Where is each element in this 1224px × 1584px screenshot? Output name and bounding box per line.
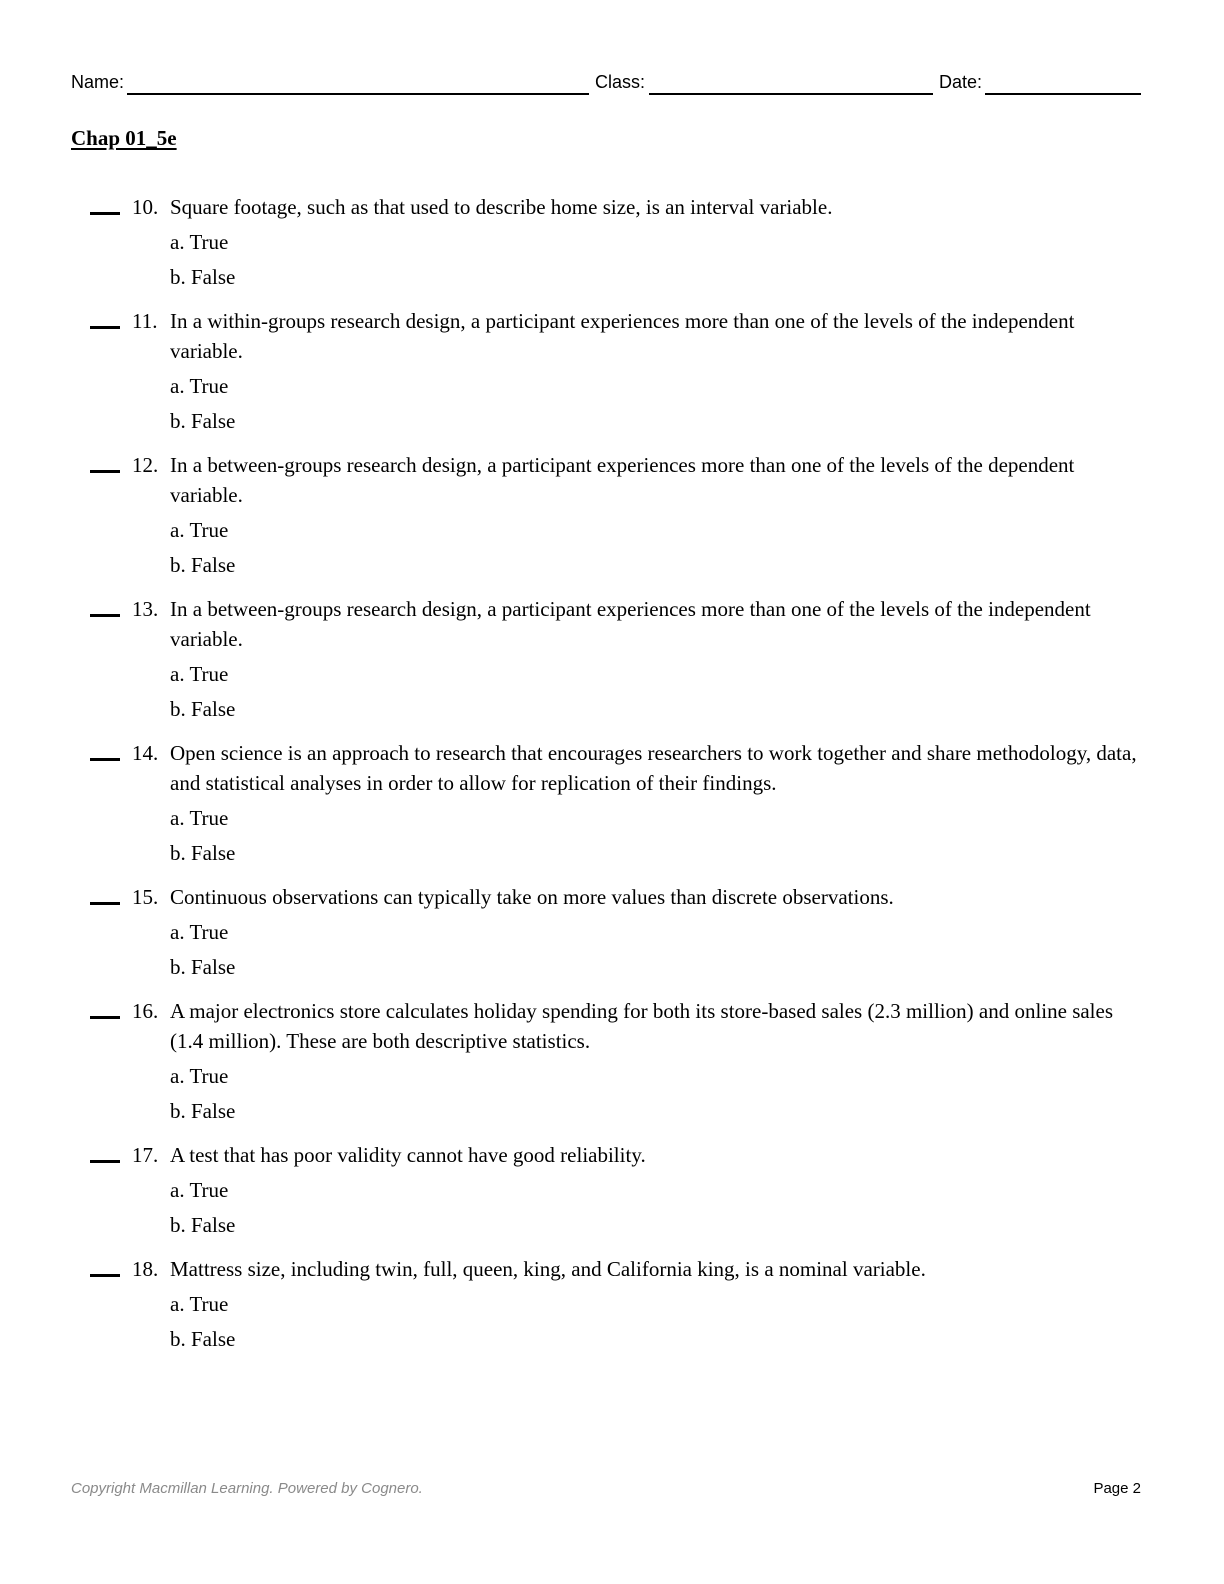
question-item bbox=[90, 306, 1150, 436]
answer-blank[interactable] bbox=[90, 1016, 120, 1019]
question-list bbox=[90, 192, 1150, 1368]
choice-false: b. False bbox=[170, 1099, 236, 1123]
question-text: In a between-groups research design, a participant experiences more than one of the levels of the dependent variable. bbox=[170, 453, 1075, 507]
copyright-text: Copyright Macmillan Learning. Powered by Cognero. bbox=[71, 1480, 423, 1497]
answer-blank[interactable] bbox=[90, 758, 120, 761]
choice-false: b. False bbox=[170, 265, 236, 289]
question-text: In a within-groups research design, a participant experiences more than one of the levels of the independent variable. bbox=[170, 309, 1075, 363]
date-blank-line bbox=[985, 93, 1141, 95]
question-item bbox=[90, 450, 1150, 580]
page-number: Page 2 bbox=[1093, 1480, 1141, 1497]
choice-false: b. False bbox=[170, 955, 236, 979]
question-number: 18. bbox=[132, 1257, 159, 1281]
question-text: Square footage, such as that used to describe home size, is an interval variable. bbox=[170, 195, 833, 219]
question-number: 17. bbox=[132, 1143, 159, 1167]
question-text: Continuous observations can typically take on more values than discrete observations. bbox=[170, 885, 894, 909]
choice-false: b. False bbox=[170, 1213, 236, 1237]
date-label: Date: bbox=[939, 72, 983, 92]
choice-true: a. True bbox=[170, 518, 229, 542]
choice-false: b. False bbox=[170, 409, 236, 433]
question-item bbox=[90, 738, 1150, 868]
name-blank-line bbox=[127, 93, 589, 95]
question-text: Open science is an approach to research that encourages researchers to work together and share methodology, data, and statistical analyses in order to allow for replication of their findings. bbox=[170, 741, 1137, 795]
question-item bbox=[90, 1254, 1150, 1354]
question-number: 12. bbox=[132, 453, 159, 477]
question-item bbox=[90, 192, 1150, 292]
header bbox=[71, 72, 1141, 98]
choice-false: b. False bbox=[170, 553, 236, 577]
question-item bbox=[90, 1140, 1150, 1240]
choice-true: a. True bbox=[170, 1292, 229, 1316]
answer-blank[interactable] bbox=[90, 470, 120, 473]
question-text: Mattress size, including twin, full, queen, king, and California king, is a nominal variable. bbox=[170, 1257, 926, 1281]
question-number: 11. bbox=[132, 309, 158, 333]
answer-blank[interactable] bbox=[90, 326, 120, 329]
choice-true: a. True bbox=[170, 662, 229, 686]
question-number: 10. bbox=[132, 195, 159, 219]
question-item bbox=[90, 594, 1150, 724]
answer-blank[interactable] bbox=[90, 212, 120, 215]
question-text: A major electronics store calculates holiday spending for both its store-based sales (2.3 million) and online sales (1.4 million). These are both descriptive statistics. bbox=[170, 999, 1114, 1053]
answer-blank[interactable] bbox=[90, 614, 120, 617]
question-number: 13. bbox=[132, 597, 159, 621]
choice-true: a. True bbox=[170, 806, 229, 830]
name-label: Name: bbox=[71, 72, 125, 92]
question-number: 14. bbox=[132, 741, 159, 765]
choice-true: a. True bbox=[170, 230, 229, 254]
question-text: A test that has poor validity cannot have good reliability. bbox=[170, 1143, 646, 1167]
question-number: 16. bbox=[132, 999, 159, 1023]
question-text: In a between-groups research design, a participant experiences more than one of the levels of the independent variable. bbox=[170, 597, 1091, 651]
choice-false: b. False bbox=[170, 697, 236, 721]
choice-false: b. False bbox=[170, 841, 236, 865]
class-label: Class: bbox=[595, 72, 646, 92]
question-number: 15. bbox=[132, 885, 159, 909]
question-item bbox=[90, 996, 1150, 1126]
choice-true: a. True bbox=[170, 374, 229, 398]
answer-blank[interactable] bbox=[90, 1160, 120, 1163]
choice-false: b. False bbox=[170, 1327, 236, 1351]
page-title: Chap 01_5e bbox=[71, 126, 177, 150]
choice-true: a. True bbox=[170, 920, 229, 944]
answer-blank[interactable] bbox=[90, 902, 120, 905]
choice-true: a. True bbox=[170, 1178, 229, 1202]
class-blank-line bbox=[649, 93, 933, 95]
question-item bbox=[90, 882, 1150, 982]
choice-true: a. True bbox=[170, 1064, 229, 1088]
answer-blank[interactable] bbox=[90, 1274, 120, 1277]
